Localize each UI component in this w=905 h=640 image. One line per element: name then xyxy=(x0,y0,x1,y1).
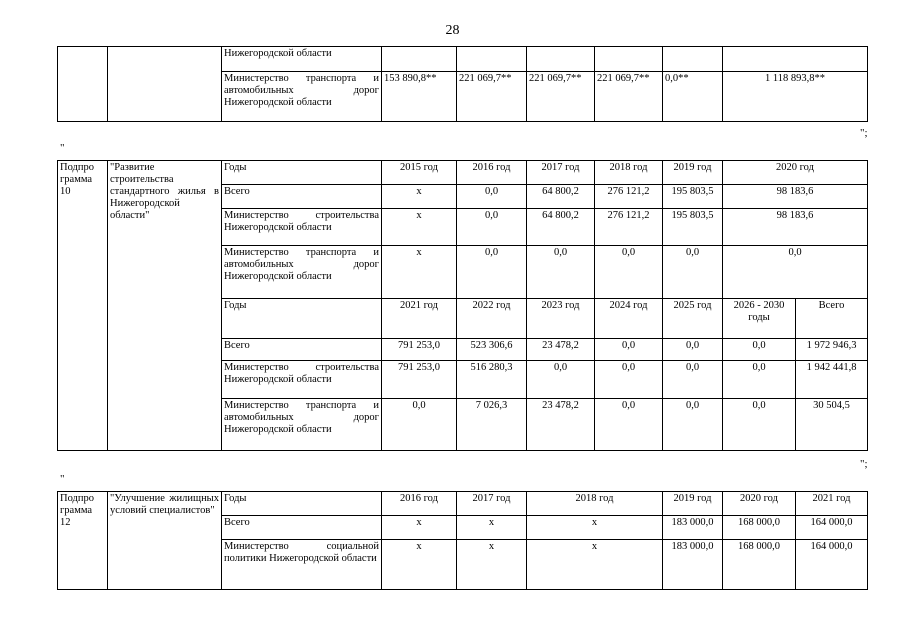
table-cell: 0,0 xyxy=(382,399,457,451)
table-cell: 0,0 xyxy=(595,399,663,451)
program-name: "Развитие строительства стандартного жилья в Нижегородской области" xyxy=(108,161,222,451)
table-cell: 791 253,0 xyxy=(382,361,457,399)
row-label: Министерство социальной политики Нижегородской области xyxy=(222,540,382,590)
table-subprogram-10 xyxy=(57,160,868,451)
table-cell: х xyxy=(527,540,663,590)
closing-quote: "; xyxy=(860,458,868,470)
row-label: Министерство строительства Нижегородской области xyxy=(222,361,382,399)
table-cell: 0,0 xyxy=(595,246,663,299)
table-cell: 221 069,7** xyxy=(457,72,527,122)
column-header: 2019 год xyxy=(663,161,723,185)
table-cell: 516 280,3 xyxy=(457,361,527,399)
table-cell: 195 803,5 xyxy=(663,185,723,209)
column-header: 2015 год xyxy=(382,161,457,185)
row-label: Нижегородской области xyxy=(222,47,382,72)
column-header: 2025 год xyxy=(663,299,723,339)
table-cell: 153 890,8** xyxy=(382,72,457,122)
table-cell: 1 118 893,8** xyxy=(723,72,868,122)
table-cell: 98 183,6 xyxy=(723,209,868,246)
row-label: Годы xyxy=(222,299,382,339)
table-cell: х xyxy=(382,540,457,590)
program-number: Подпро грамма 10 xyxy=(58,161,108,451)
column-header: 2019 год xyxy=(663,492,723,516)
opening-quote: " xyxy=(60,142,65,154)
column-header: 2017 год xyxy=(527,161,595,185)
table-cell: 1 972 946,3 xyxy=(796,339,868,361)
table-cell: х xyxy=(527,516,663,540)
table-cell: х xyxy=(457,540,527,590)
table-cell: 98 183,6 xyxy=(723,185,868,209)
column-header: 2020 год xyxy=(723,161,868,185)
table-cell: х xyxy=(382,246,457,299)
table-row xyxy=(58,492,868,516)
row-label: Всего xyxy=(222,516,382,540)
table-cell: 64 800,2 xyxy=(527,209,595,246)
closing-quote: "; xyxy=(860,127,868,139)
table-subprogram-12 xyxy=(57,491,868,590)
table-cell: 0,0 xyxy=(663,361,723,399)
table-cell: 0,0 xyxy=(663,339,723,361)
table-cell: 168 000,0 xyxy=(723,540,796,590)
table-cell: 0,0 xyxy=(527,246,595,299)
column-header: 2016 год xyxy=(382,492,457,516)
table-cell: 0,0 xyxy=(457,246,527,299)
table-cell: 183 000,0 xyxy=(663,516,723,540)
table-cell: 221 069,7** xyxy=(527,72,595,122)
program-name: "Улучшение жилищных условий специалистов" xyxy=(108,492,222,590)
table-cell: 23 478,2 xyxy=(527,339,595,361)
table-cell: х xyxy=(382,185,457,209)
table-cell: 276 121,2 xyxy=(595,185,663,209)
column-header: 2024 год xyxy=(595,299,663,339)
table-cell: 221 069,7** xyxy=(595,72,663,122)
row-label: Годы xyxy=(222,161,382,185)
row-label: Всего xyxy=(222,185,382,209)
table-cell: 0,0 xyxy=(595,361,663,399)
table-cell: 64 800,2 xyxy=(527,185,595,209)
table-cell: 164 000,0 xyxy=(796,516,868,540)
table-cell: 791 253,0 xyxy=(382,339,457,361)
program-number: Подпро грамма 12 xyxy=(58,492,108,590)
table-cell: 183 000,0 xyxy=(663,540,723,590)
table-cell: 164 000,0 xyxy=(796,540,868,590)
column-header: 2021 год xyxy=(382,299,457,339)
table-cell: 23 478,2 xyxy=(527,399,595,451)
table-cell: 168 000,0 xyxy=(723,516,796,540)
column-header: 2022 год xyxy=(457,299,527,339)
column-header: 2021 год xyxy=(796,492,868,516)
table-cell: 0,0** xyxy=(663,72,723,122)
table-cell: 0,0 xyxy=(723,246,868,299)
opening-quote: " xyxy=(60,473,65,485)
table-cell: х xyxy=(382,209,457,246)
row-label: Министерство строительства Нижегородской области xyxy=(222,209,382,246)
row-label: Министерство транспорта и автомобильных дорог Нижегородской области xyxy=(222,246,382,299)
table-cell: 0,0 xyxy=(663,399,723,451)
table-cell: 523 306,6 xyxy=(457,339,527,361)
table-cell: 276 121,2 xyxy=(595,209,663,246)
table-cell: 7 026,3 xyxy=(457,399,527,451)
column-header: Всего xyxy=(796,299,868,339)
page-number: 28 xyxy=(445,23,460,38)
row-label: Министерство транспорта и автомобильных дорог Нижегородской области xyxy=(222,399,382,451)
column-header: 2017 год xyxy=(457,492,527,516)
row-label: Министерство транспорта и автомобильных дорог Нижегородской области xyxy=(222,72,382,122)
table-cell: х xyxy=(457,516,527,540)
table-cell: 0,0 xyxy=(723,361,796,399)
column-header: 2020 год xyxy=(723,492,796,516)
column-header: 2018 год xyxy=(527,492,663,516)
table-cell: 0,0 xyxy=(457,209,527,246)
table-row xyxy=(58,161,868,185)
table-cell: 0,0 xyxy=(663,246,723,299)
table-cell: 0,0 xyxy=(723,339,796,361)
table-cell: 0,0 xyxy=(723,399,796,451)
row-label: Всего xyxy=(222,339,382,361)
table-continuation xyxy=(57,46,868,122)
table-cell: 1 942 441,8 xyxy=(796,361,868,399)
column-header: 2018 год xyxy=(595,161,663,185)
table-row xyxy=(58,47,868,72)
row-label: Годы xyxy=(222,492,382,516)
table-cell: 30 504,5 xyxy=(796,399,868,451)
table-cell: 0,0 xyxy=(527,361,595,399)
table-cell: 0,0 xyxy=(457,185,527,209)
column-header: 2026 - 2030 годы xyxy=(723,299,796,339)
column-header: 2016 год xyxy=(457,161,527,185)
column-header: 2023 год xyxy=(527,299,595,339)
table-cell: 195 803,5 xyxy=(663,209,723,246)
table-cell: 0,0 xyxy=(595,339,663,361)
table-cell: х xyxy=(382,516,457,540)
